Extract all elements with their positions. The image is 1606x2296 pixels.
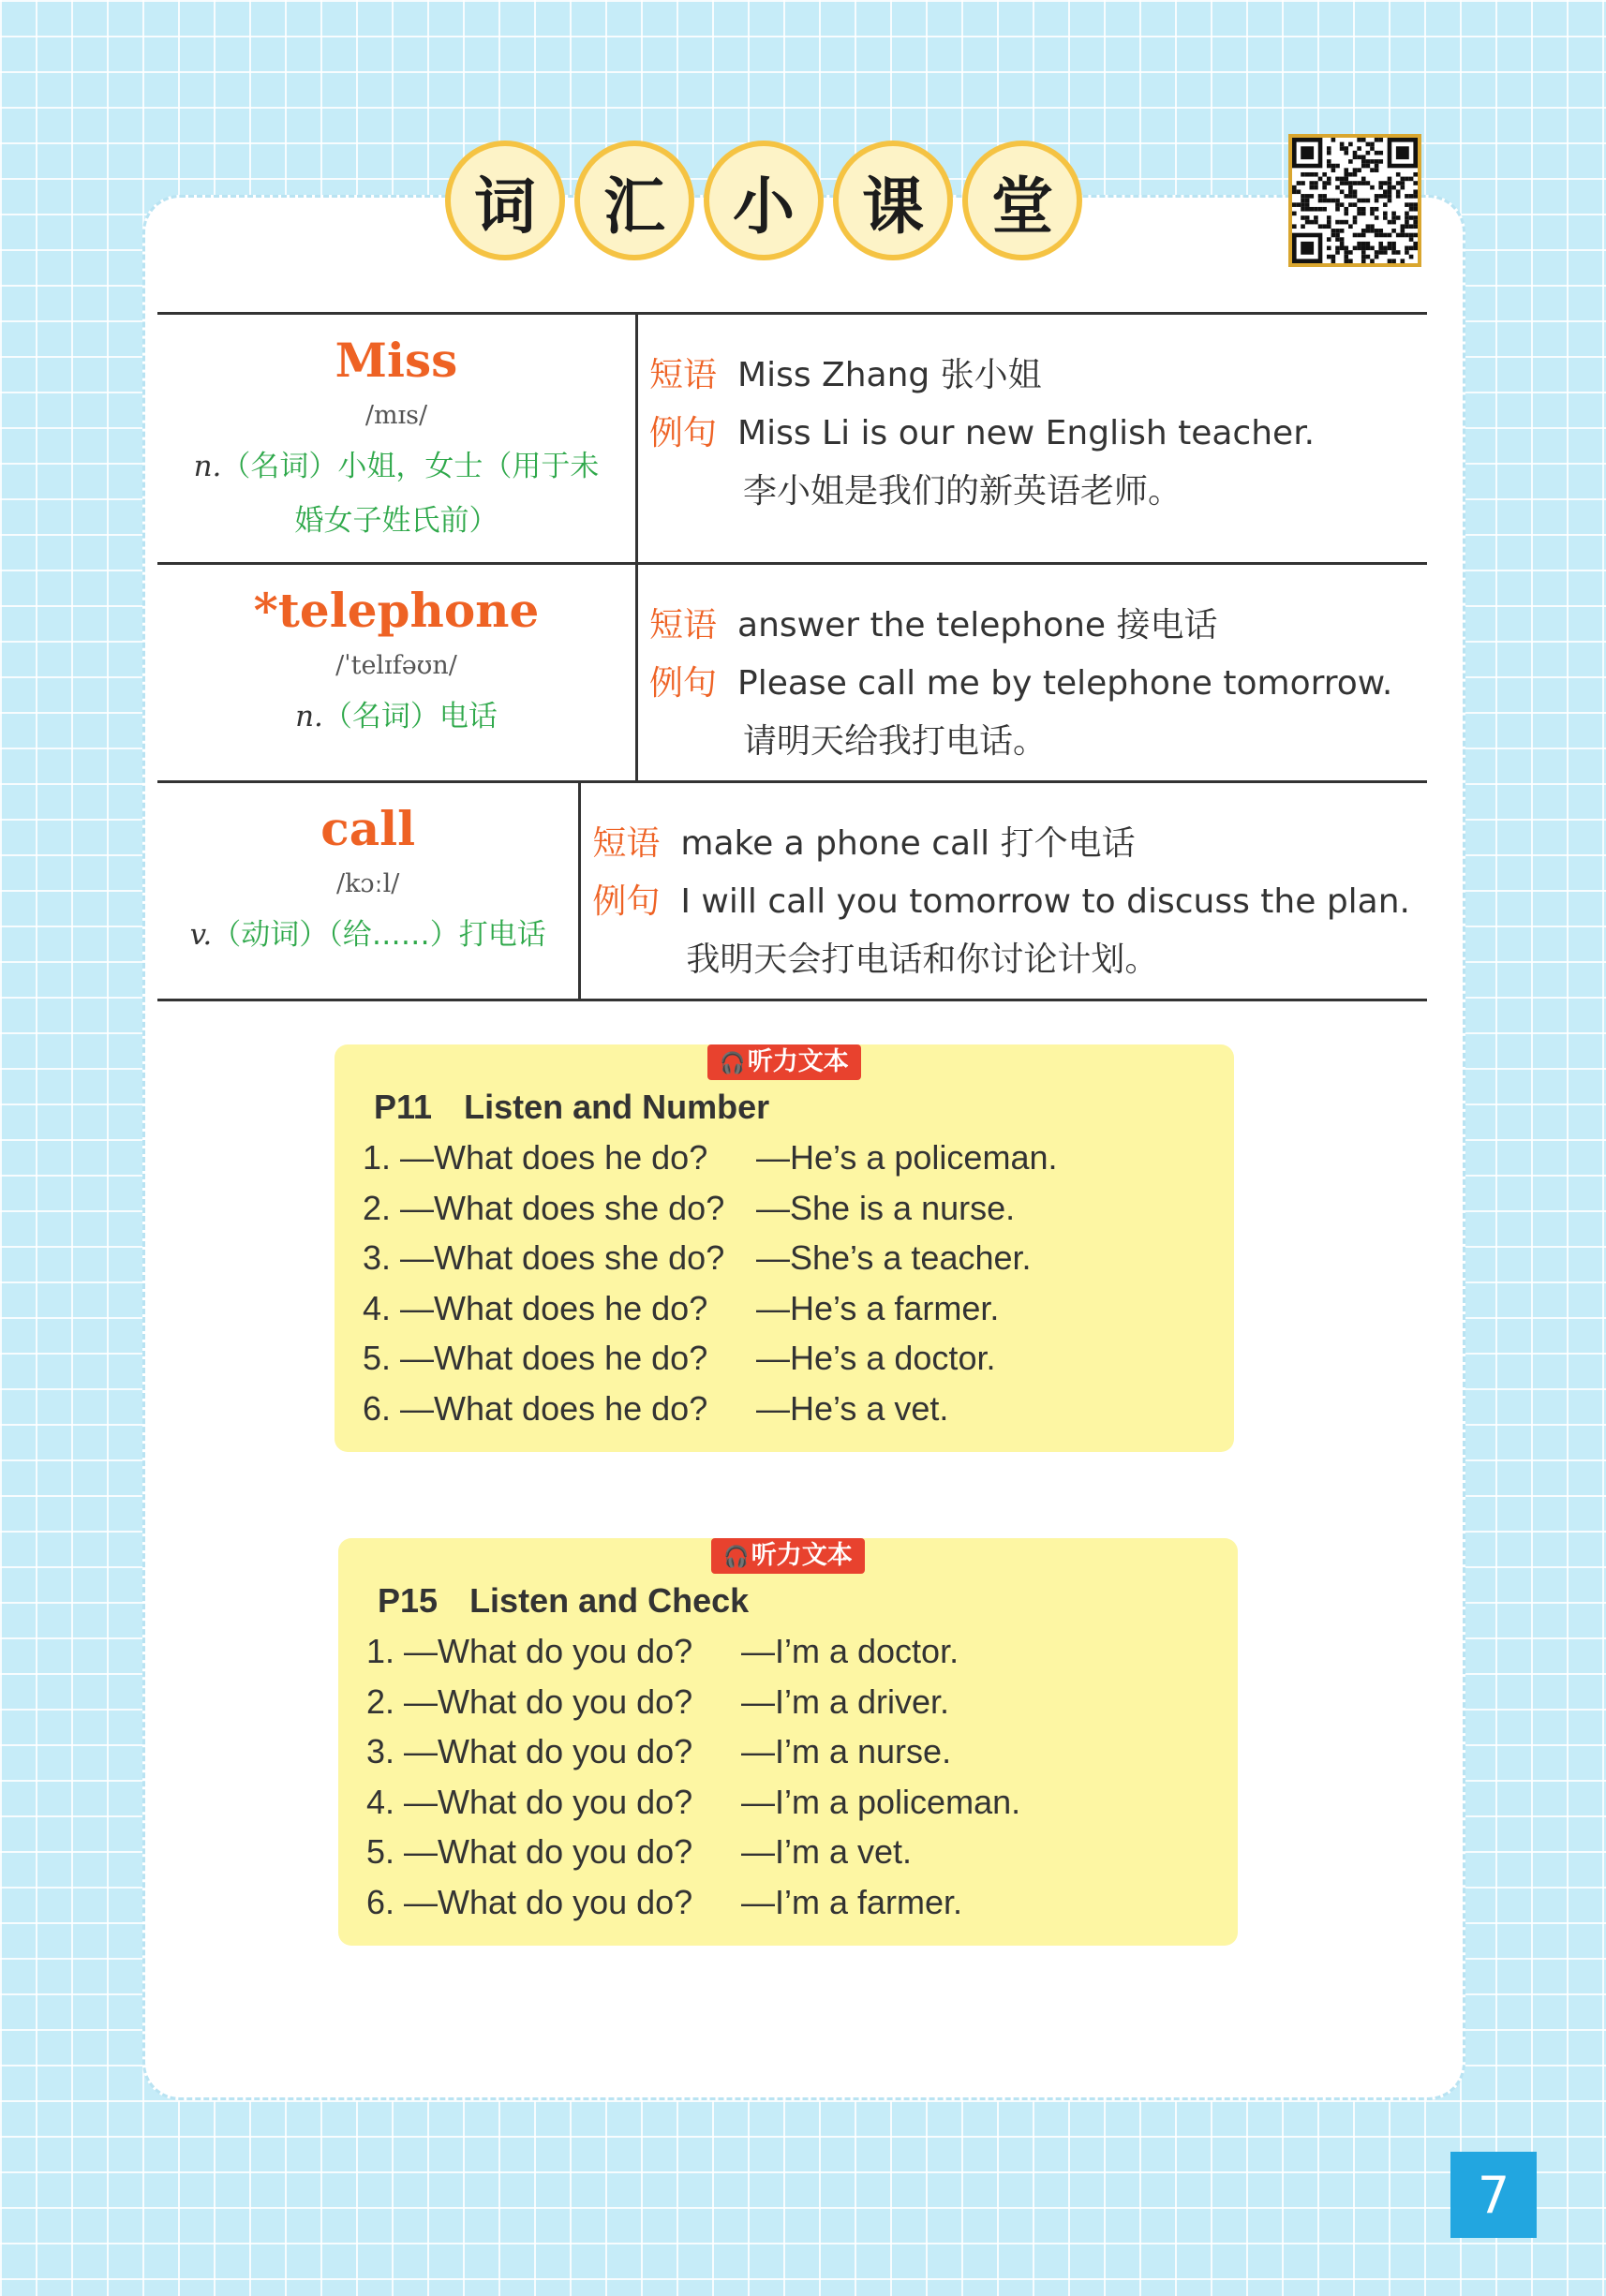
answer: —She’s a teacher. — [756, 1238, 1032, 1277]
dialogue-line — [363, 1283, 1206, 1334]
question: 3. —What does she do? — [363, 1238, 725, 1277]
example-line — [649, 405, 1410, 463]
title-char: 课 — [833, 141, 953, 260]
question: 1. —What do you do? — [366, 1632, 693, 1670]
dialogue-line — [366, 1827, 1210, 1877]
page-code: P15 — [378, 1581, 439, 1620]
question: 2. —What do you do? — [366, 1681, 693, 1721]
part-of-speech: n. — [193, 449, 222, 483]
answer: —I’m a driver. — [741, 1681, 950, 1721]
example-text: Miss Li is our new English teacher. — [737, 414, 1316, 452]
vocab-word: *telephone — [253, 583, 540, 639]
answer: —I’m a doctor. — [741, 1632, 959, 1670]
listening-tag — [707, 1044, 861, 1080]
phrase-line — [649, 597, 1410, 655]
part-of-speech: n. — [295, 699, 323, 733]
definition — [167, 439, 626, 550]
title-char: 词 — [445, 141, 565, 260]
answer: —I’m a vet. — [741, 1832, 913, 1871]
vocab-row-miss — [157, 315, 1427, 565]
question: 6. —What do you do? — [366, 1882, 693, 1921]
dialogue-line — [366, 1726, 1210, 1777]
listening-tag-label: 听力文本 — [747, 1047, 849, 1076]
listening-title: Listen and Check — [469, 1581, 750, 1620]
qr-code-icon[interactable] — [1288, 134, 1421, 267]
phrase-tag: 短语 — [649, 356, 718, 394]
question: 3. —What do you do? — [366, 1732, 693, 1770]
answer: —He’s a policeman. — [756, 1138, 1058, 1177]
example-translation: 李小姐是我们的新英语老师。 — [743, 472, 1182, 511]
phrase-line — [649, 347, 1410, 405]
vocab-row-call — [157, 783, 1427, 1001]
vocab-word: Miss — [335, 333, 458, 388]
example-text: I will call you tomorrow to discuss the plan. — [680, 882, 1410, 922]
page-number: 7 — [1450, 2152, 1537, 2238]
vocab-usage-cell — [638, 565, 1427, 780]
phrase-text: make a phone call 打个电话 — [680, 824, 1136, 864]
phrase-text: answer the telephone 接电话 — [737, 606, 1218, 645]
vocab-row-telephone — [157, 565, 1427, 783]
example-text: Please call me by telephone tomorrow. — [737, 664, 1393, 704]
vocab-word-cell — [157, 783, 581, 999]
answer: —He’s a farmer. — [756, 1288, 1000, 1327]
listening-title: Listen and Number — [464, 1088, 770, 1126]
dialogue-line — [366, 1777, 1210, 1828]
vocab-word-cell — [157, 565, 638, 780]
vocab-usage-cell — [581, 783, 1427, 999]
page-code: P11 — [374, 1088, 433, 1126]
listening-tag — [711, 1538, 865, 1574]
vocab-word-cell — [157, 315, 638, 562]
example-translation: 我明天会打电话和你讨论计划。 — [686, 941, 1159, 980]
question: 1. —What does he do? — [363, 1138, 708, 1177]
question: 2. —What does she do? — [363, 1188, 725, 1227]
dialogue-line — [363, 1133, 1206, 1183]
phrase-tag: 短语 — [592, 824, 661, 864]
dialogue-line — [363, 1384, 1206, 1434]
example-tag: 例句 — [592, 882, 661, 922]
dialogue-line — [363, 1183, 1206, 1234]
question: 6. —What does he do? — [363, 1388, 708, 1428]
phrase-line — [592, 815, 1410, 873]
answer: —She is a nurse. — [756, 1188, 1016, 1227]
answer: —I’m a nurse. — [741, 1732, 952, 1770]
listening-box-p11 — [335, 1044, 1234, 1452]
example-line — [649, 655, 1410, 713]
question: 4. —What do you do? — [366, 1782, 693, 1821]
question: 4. —What does he do? — [363, 1288, 708, 1327]
title-char: 堂 — [962, 141, 1082, 260]
question: 5. —What do you do? — [366, 1832, 693, 1871]
headphone-icon: 🎧 — [720, 1052, 746, 1075]
answer: —He’s a doctor. — [756, 1339, 996, 1377]
answer: —He’s a vet. — [756, 1388, 949, 1428]
definition-line-1: （动词）（给……）打电话 — [212, 917, 546, 952]
listening-heading — [374, 1088, 1206, 1127]
title-char: 汇 — [574, 141, 694, 260]
listening-tag-label: 听力文本 — [751, 1541, 853, 1570]
vocab-word: call — [320, 801, 416, 857]
phonetic: /kɔːl/ — [335, 868, 400, 898]
example-tag: 例句 — [649, 664, 718, 704]
question: 5. —What does he do? — [363, 1339, 708, 1377]
phonetic: /ˈtelɪfəʊn/ — [335, 650, 457, 680]
part-of-speech: v. — [189, 917, 213, 952]
definition — [167, 908, 569, 963]
dialogue-line — [363, 1233, 1206, 1283]
listening-box-p15 — [338, 1538, 1238, 1946]
listening-heading — [378, 1581, 1210, 1621]
section-title — [445, 141, 1082, 267]
definition — [167, 689, 626, 745]
example-translation: 请明天给我打电话。 — [743, 722, 1048, 762]
definition-line-2: 婚女子姓氏前） — [294, 504, 498, 539]
answer: —I’m a policeman. — [741, 1782, 1021, 1821]
example-line — [592, 873, 1410, 931]
phonetic: /mɪs/ — [364, 400, 428, 430]
phrase-tag: 短语 — [649, 606, 718, 645]
dialogue-line — [366, 1626, 1210, 1677]
definition-line-1: （名词）电话 — [322, 699, 498, 733]
dialogue-line — [366, 1677, 1210, 1727]
vocab-table — [157, 312, 1427, 1001]
answer: —I’m a farmer. — [741, 1882, 963, 1921]
dialogue-line — [366, 1877, 1210, 1928]
example-tag: 例句 — [649, 414, 718, 452]
phrase-text: Miss Zhang 张小姐 — [737, 356, 1042, 394]
dialogue-line — [363, 1333, 1206, 1384]
definition-line-1: （名词）小姐，女士（用于未 — [221, 449, 600, 483]
vocab-usage-cell — [638, 315, 1427, 562]
title-char: 小 — [704, 141, 824, 260]
headphone-icon: 🎧 — [723, 1546, 750, 1569]
